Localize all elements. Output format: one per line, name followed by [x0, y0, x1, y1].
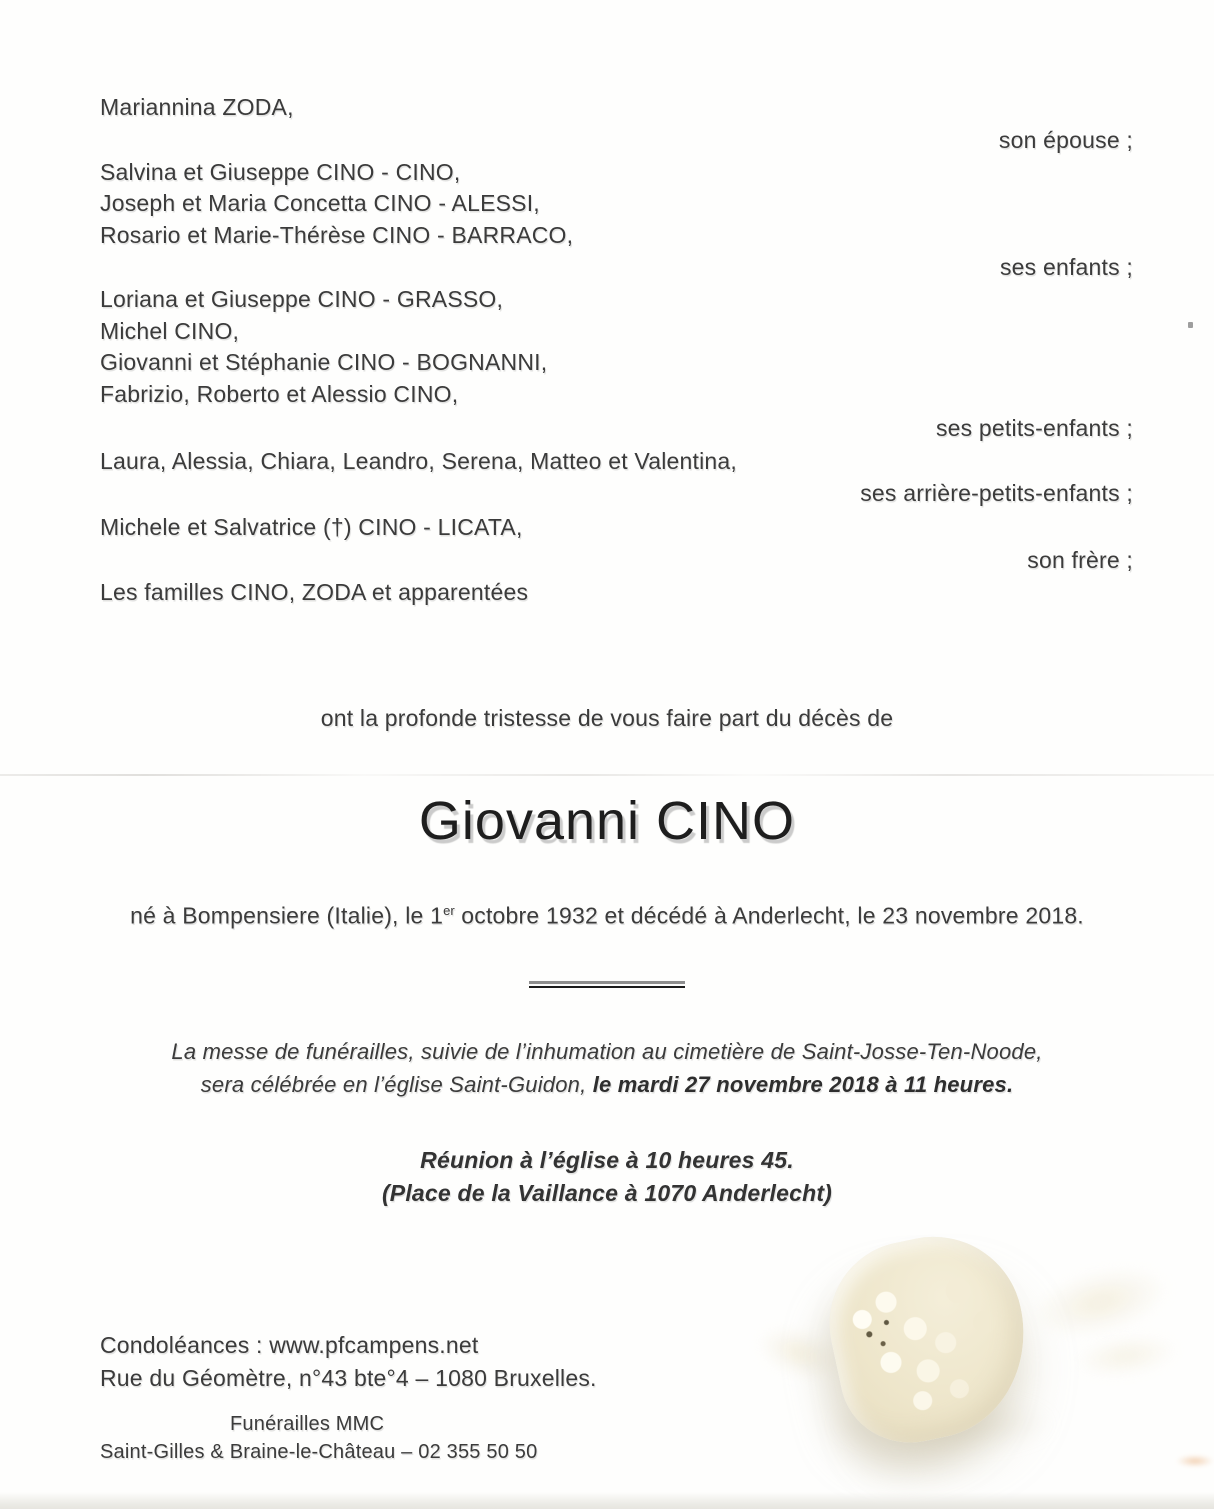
mourner-line-families: Les familles CINO, ZODA et apparentées	[100, 579, 529, 605]
scan-speck	[1188, 322, 1193, 328]
mourner-line: Michel CINO,	[100, 318, 240, 344]
mourner-line: Joseph et Maria Concetta CINO - ALESSI,	[100, 190, 540, 216]
funeral-mass-line-2	[0, 1070, 1214, 1100]
funeral-home-address: Rue du Géomètre, n°43 bte°4 – 1080 Bruxelles.	[100, 1365, 597, 1391]
mourner-line: Laura, Alessia, Chiara, Leandro, Serena, Matteo et Valentina,	[100, 448, 737, 474]
fold-crease-line	[0, 774, 1214, 776]
church-meeting-line: Réunion à l’église à 10 heures 45.	[420, 1147, 794, 1173]
mourner-line: Rosario et Marie-Thérèse CINO - BARRACO,	[100, 222, 574, 248]
relation-label-brother: son frère ;	[1027, 547, 1133, 573]
mourner-line: Mariannina ZODA,	[100, 94, 294, 120]
scan-smudge	[1176, 1455, 1214, 1467]
mourner-line: Michele et Salvatrice (†) CINO - LICATA,	[100, 514, 523, 540]
birth-death-line	[0, 896, 1214, 931]
birth-death-text-end: octobre 1932 et décédé à Anderlecht, le 23 novembre 2018.	[454, 902, 1084, 929]
mourner-line: Loriana et Giuseppe CINO - GRASSO,	[100, 286, 504, 312]
funeral-mass-line-1: La messe de funérailles, suivie de l’inhumation au cimetière de Saint-Josse-Ten-Noode,	[171, 1039, 1043, 1064]
deceased-name: Giovanni CINO	[418, 791, 796, 851]
mourner-line: Salvina et Giuseppe CINO - CINO,	[100, 159, 461, 185]
condolences-line: Condoléances : www.pfcampens.net	[100, 1332, 479, 1358]
relation-label-grandchildren: ses petits-enfants ;	[935, 415, 1133, 441]
scanner-edge-band	[0, 1492, 1214, 1509]
relation-label-great-grandchildren: ses arrière-petits-enfants ;	[860, 480, 1133, 506]
meeting-address-line: (Place de la Vaillance à 1070 Anderlecht)	[381, 1180, 833, 1206]
ordinal-superscript: er	[443, 903, 455, 918]
mourner-line: Fabrizio, Roberto et Alessio CINO,	[100, 381, 459, 407]
relation-label-spouse: son épouse ;	[998, 127, 1133, 153]
relation-label-children: ses enfants ;	[999, 254, 1133, 280]
divider-top-line	[529, 981, 685, 984]
divider-bottom-line	[529, 986, 685, 988]
announcement-intro: ont la profonde tristesse de vous faire part du décès de	[320, 705, 894, 731]
double-rule-divider	[529, 981, 685, 988]
funeral-company-name: Funérailles MMC	[230, 1413, 385, 1435]
funeral-company-locations: Saint-Gilles & Braine-le-Château – 02 355 50 50	[100, 1441, 538, 1463]
funeral-mass-datetime: le mardi 27 novembre 2018 à 11 heures.	[592, 1072, 1014, 1097]
mourner-line: Giovanni et Stéphanie CINO - BOGNANNI,	[100, 349, 548, 375]
birth-death-text-start: né à Bompensiere (Italie), le 1	[130, 902, 444, 929]
funeral-mass-line-2-regular: sera célébrée en l’église Saint-Guidon,	[200, 1072, 593, 1097]
